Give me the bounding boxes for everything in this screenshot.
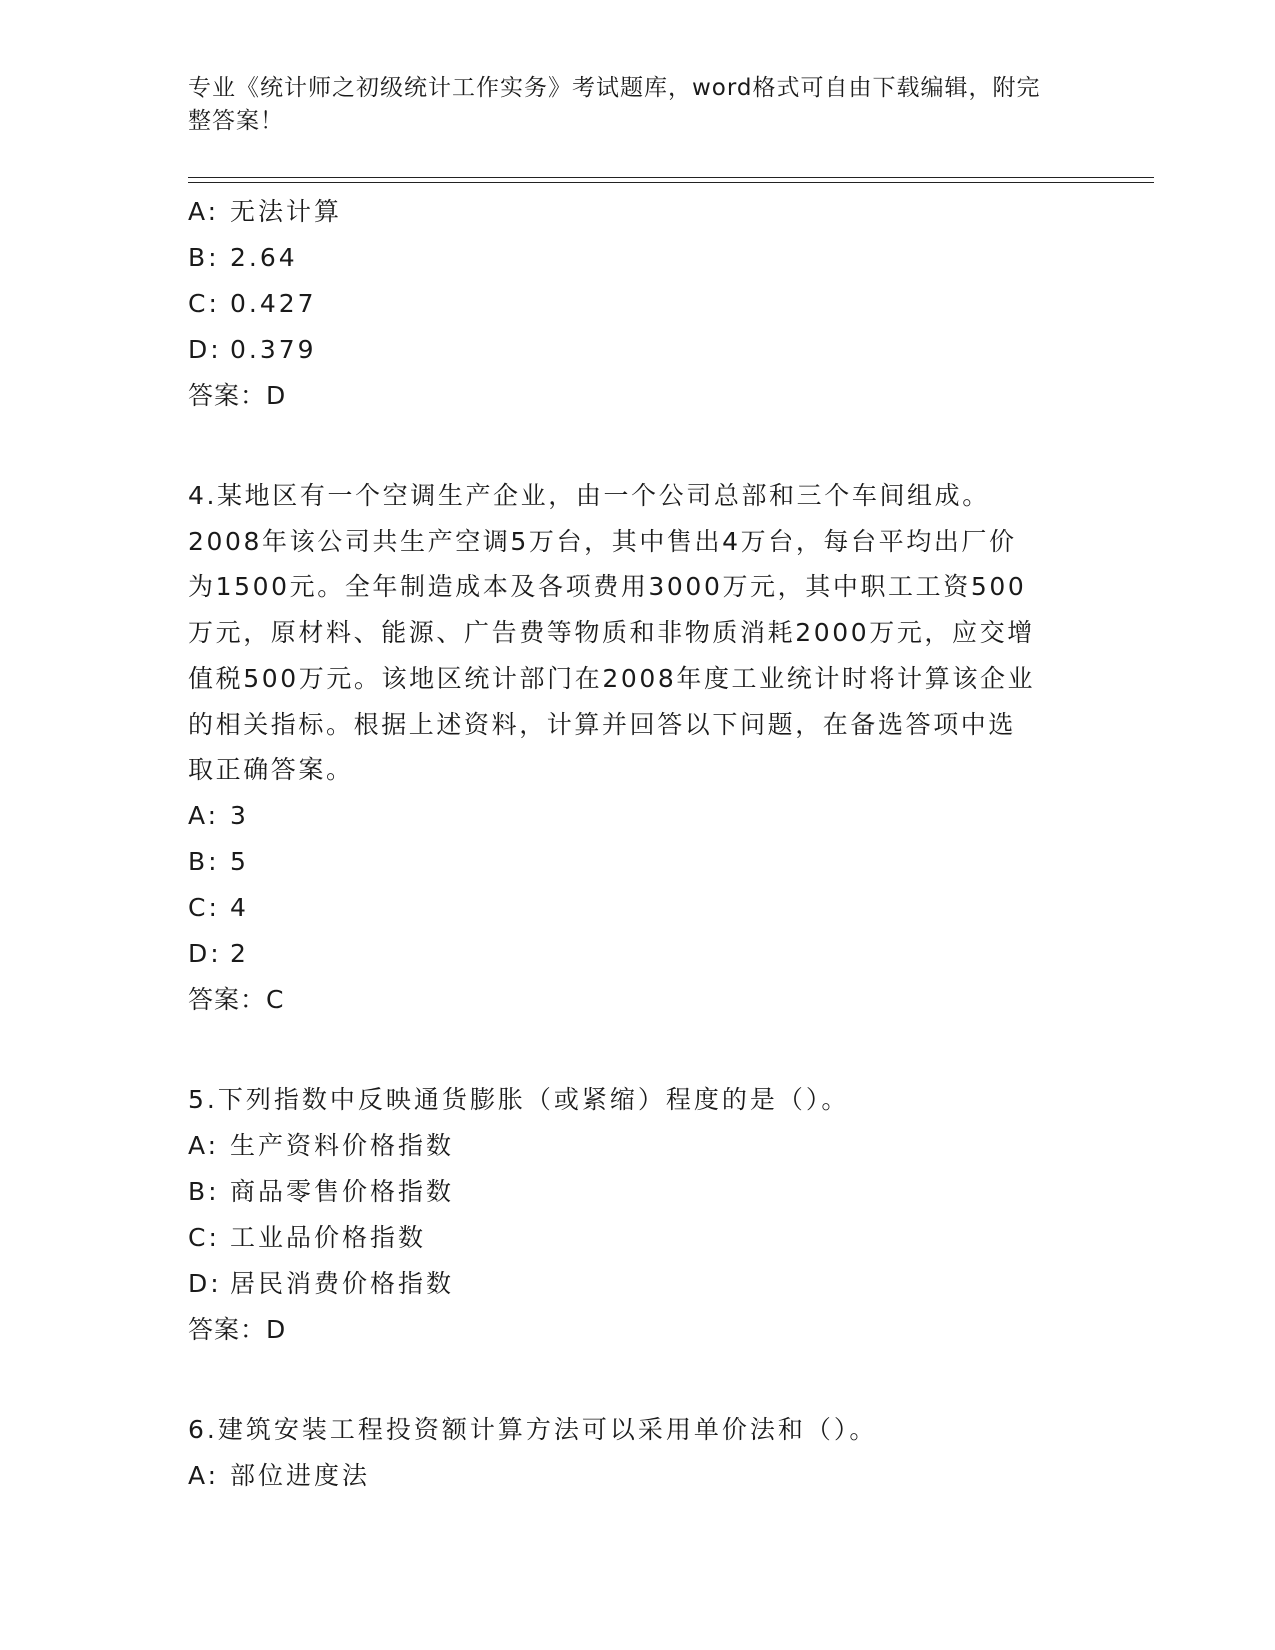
stem-line: 取正确答案。 [188, 755, 354, 785]
option-label: B: [188, 243, 220, 272]
question-3 [188, 189, 1088, 419]
question-4 [188, 473, 1088, 1023]
option-a [188, 189, 1088, 235]
option-label: A: [188, 1130, 220, 1160]
option-text: 0.379 [230, 335, 317, 364]
spacer [188, 419, 1088, 465]
option-text: 商品零售价格指数 [230, 1176, 455, 1206]
option-text: 生产资料价格指数 [230, 1130, 455, 1160]
stem-line: 值税500万元。该地区统计部门在2008年度工业统计时将计算该企业 [188, 663, 1036, 693]
option-label: A: [188, 1460, 220, 1490]
option-b [188, 235, 1088, 281]
option-text: 部位进度法 [230, 1460, 371, 1490]
stem-line: 万元，原材料、能源、广告费等物质和非物质消耗2000万元，应交增 [188, 618, 1035, 648]
option-a [188, 1453, 1088, 1499]
option-a [188, 793, 1088, 839]
option-label: C: [188, 289, 220, 318]
spacer [188, 1023, 1088, 1069]
question-stem [188, 473, 1068, 793]
question-5 [188, 1077, 1088, 1353]
header-divider-top [188, 177, 1154, 178]
option-text: 工业品价格指数 [230, 1222, 427, 1252]
option-label: A: [188, 800, 220, 830]
option-label: B: [188, 846, 220, 876]
question-list [188, 189, 1088, 1499]
header-line-1: 专业《统计师之初级统计工作实务》考试题库，word格式可自由下载编辑，附完 [188, 75, 1041, 101]
question-stem: 6.建筑安装工程投资额计算方法可以采用单价法和（）。 [188, 1414, 878, 1444]
option-label: D: [188, 938, 222, 968]
question-stem: 5.下列指数中反映通货膨胀（或紧缩）程度的是（）。 [188, 1084, 850, 1114]
option-text: 无法计算 [230, 197, 343, 226]
option-d [188, 1261, 1088, 1307]
option-d [188, 931, 1088, 977]
option-text: 2.64 [230, 243, 298, 272]
answer-line: 答案：C [188, 984, 285, 1014]
option-text: 3 [230, 800, 249, 830]
option-d [188, 327, 1088, 373]
option-c [188, 885, 1088, 931]
option-text: 居民消费价格指数 [230, 1268, 455, 1298]
spacer [188, 1353, 1088, 1399]
stem-line: 4.某地区有一个空调生产企业，由一个公司总部和三个车间组成。 [188, 481, 990, 510]
option-label: B: [188, 1176, 220, 1206]
document-header [188, 72, 1088, 138]
spacer [188, 465, 1088, 473]
option-label: D: [188, 335, 222, 364]
question-6 [188, 1407, 1088, 1499]
option-text: 4 [230, 892, 249, 922]
spacer [188, 1069, 1088, 1077]
option-label: D: [188, 1268, 222, 1298]
option-b [188, 839, 1088, 885]
option-text: 2 [230, 938, 249, 968]
option-label: C: [188, 1222, 220, 1252]
answer-line: 答案：D [188, 381, 287, 410]
stem-line: 为1500元。全年制造成本及各项费用3000万元，其中职工工资500 [188, 572, 1027, 602]
stem-line: 2008年该公司共生产空调5万台，其中售出4万台，每台平均出厂价 [188, 526, 1017, 556]
option-label: C: [188, 892, 220, 922]
header-line-2: 整答案！ [188, 108, 284, 134]
option-c [188, 1215, 1088, 1261]
option-c [188, 281, 1088, 327]
answer-line: 答案：D [188, 1314, 287, 1344]
option-label: A: [188, 197, 220, 226]
option-a [188, 1123, 1088, 1169]
stem-line: 的相关指标。根据上述资料，计算并回答以下问题，在备选答项中选 [188, 709, 1017, 739]
option-text: 5 [230, 846, 249, 876]
spacer [188, 1399, 1088, 1407]
option-text: 0.427 [230, 289, 317, 318]
option-b [188, 1169, 1088, 1215]
header-divider-bottom [188, 182, 1154, 183]
